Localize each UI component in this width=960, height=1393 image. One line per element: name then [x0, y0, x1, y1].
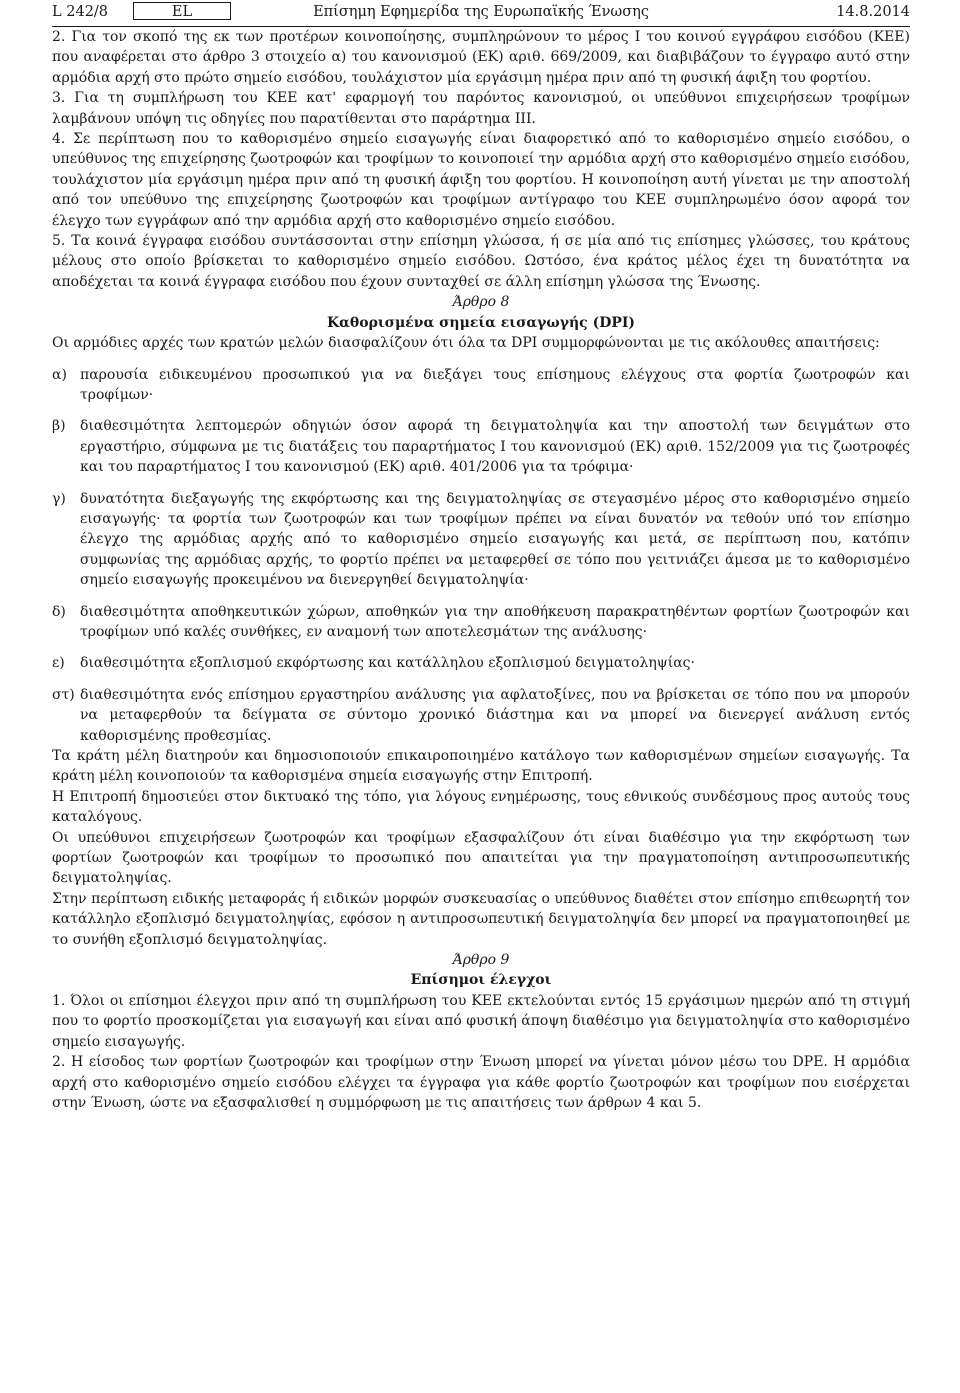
art9-paragraph-1: 1. Όλοι οι επίσημοι έλεγχοι πριν από τη συμπλήρωση του ΚΕΕ εκτελούνται εντός 15 εργάσιμων ημερών από τη στιγμή που το φορτίο προσκομίζεται για εισαγωγή και είναι από φυσική άποψη διαθέσιμο για δειγματοληψία στο καθορισμένο σημείο εισαγωγής.: [52, 992, 910, 1050]
article-8-title: Άρθρο 8: [452, 294, 510, 311]
journal-title: Επίσημη Εφημερίδα της Ευρωπαϊκής Ένωσης: [313, 4, 649, 20]
list-item-text: παρουσία ειδικευμένου προσωπικού για να διεξάγει τους επίσημους ελέγχους στα φορτία ζωοτροφών και τροφίμων·: [80, 366, 910, 403]
list-item: [52, 602, 910, 643]
art7-paragraph-3: 3. Για τη συμπλήρωση του ΚΕΕ κατ' εφαρμογή του παρόντος κανονισμού, οι υπεύθυνοι επιχειρήσεων τροφίμων λαμβάνουν υπόψη τις οδηγίες που παρατίθενται στο παράρτημα III.: [52, 90, 910, 127]
art9-paragraph-2: 2. Η είσοδος των φορτίων ζωοτροφών και τροφίμων στην Ένωση μπορεί να γίνεται μόνον μέσω του DPE. Η αρμόδια αρχή στο καθορισμένο σημείο εισόδου ελέγχει τα έγγραφα για κάθε φορτίο ζωοτροφών και τροφίμων που εισέρχεται στην Ένωση, ώστε να εξασφαλισθεί η συμμόρφωση με τις απαιτήσεις των άρθρων 4 και 5.: [52, 1054, 910, 1111]
list-item-label: γ): [52, 490, 66, 507]
list-item-text: διαθεσιμότητα εξοπλισμού εκφόρτωσης και κατάλληλου εξοπλισμού δειγματοληψίας·: [80, 655, 695, 672]
list-item-label: δ): [52, 603, 66, 620]
article-8-paragraph-1: Τα κράτη μέλη διατηρούν και δημοσιοποιούν επικαιροποιημένο κατάλογο των καθορισμένων σημείων εισαγωγής. Τα κράτη μέλη κοινοποιούν τα καθορισμένα σημεία εισαγωγής στην Επιτροπή.: [52, 748, 910, 785]
list-item: [52, 365, 910, 406]
art7-paragraph-5: 5. Τα κοινά έγγραφα εισόδου συντάσσονται στην επίσημη γλώσσα, ή σε μία από τις επίσημες γλώσσες, του κράτους μέλους στο οποίο βρίσκεται το καθορισμένο σημείο εισόδου. Ωστόσο, ένα κράτος μέλος έχει τη δυνατότητα να αποδέχεται τα κοινά έγγραφα εισόδου που έχουν συνταχθεί σε άλλη επίσημη γλώσσα της Ένωσης.: [52, 233, 910, 290]
page-reference: L 242/8: [52, 4, 109, 20]
article-8-paragraph-3: Οι υπεύθυνοι επιχειρήσεων ζωοτροφών και τροφίμων εξασφαλίζουν ότι είναι διαθέσιμο για την εκφόρτωση των φορτίων ζωοτροφών και τροφίμων το προσωπικό που απαιτείται για την πραγματοποίηση αντιπροσωπευτικής δειγματοληψίας.: [52, 829, 910, 887]
art7-paragraph-2: 2. Για τον σκοπό της εκ των προτέρων κοινοποίησης, συμπληρώνουν το μέρος I του κοινού εγγράφου εισόδου (ΚΕΕ) που αναφέρεται στο άρθρο 3 στοιχείο α) του κανονισμού (ΕΚ) αριθ. 669/2009, και διαβιβάζουν το έγγραφο αυτό στην αρμόδια αρχή στο πρώτο σημείο εισόδου, τουλάχιστον μία εργάσιμη ημέρα πριν από τη φυσική άφιξη του φορτίου.: [52, 29, 910, 86]
article-8-intro: Οι αρμόδιες αρχές των κρατών μελών διασφαλίζουν ότι όλα τα DPI συμμορφώνονται με τις ακόλουθες απαιτήσεις:: [52, 335, 880, 352]
list-item-label: β): [52, 418, 66, 435]
article-8-heading: Καθορισμένα σημεία εισαγωγής (DPI): [326, 314, 636, 331]
list-item-text: διαθεσιμότητα αποθηκευτικών χώρων, αποθηκών για την αποθήκευση παρακρατηθέντων φορτίων ζωοτροφών και τροφίμων υπό καλές συνθήκες, εν αναμονή των αποτελεσμάτων της ανάλυσης·: [80, 603, 910, 640]
list-item: [52, 489, 910, 591]
list-item: [52, 416, 910, 477]
list-item-label: ε): [52, 655, 65, 672]
list-item-text: δυνατότητα διεξαγωγής της εκφόρτωσης και της δειγματοληψίας σε στεγασμένο μέρος στο καθορισμένο σημείο εισαγωγής· τα φορτία των ζωοτροφών και των τροφίμων πρέπει να είναι δυνατόν να τεθούν υπό τον επίσημο έλεγχο της αρμόδιας αρχής από το καθορισμένο σημείο εισαγωγής και μετά, σε περίπτωση που, κατόπιν συμφωνίας της αρμόδιας αρχής, το φορτίο πρέπει να μεταφερθεί σε τόπο που γειτνιάζει άμεσα με το καθορισμένο σημείο εισαγωγής προκειμένου να διενεργηθεί δειγματοληψία·: [80, 490, 910, 589]
list-item: [52, 685, 910, 746]
language-code-box: EL: [133, 2, 231, 20]
page-header: [52, 0, 910, 24]
document-body: [52, 27, 910, 1113]
list-item-label: στ): [52, 686, 75, 703]
art7-paragraph-4: 4. Σε περίπτωση που το καθορισμένο σημείο εισαγωγής είναι διαφορετικό από το καθορισμένο σημείο εισόδου, ο υπεύθυνος της επιχείρησης ζωοτροφών και τροφίμων το κοινοποιεί την αρμόδια αρχή στο καθορισμένο σημείο εισόδου, τουλάχιστον μία εργάσιμη ημέρα πριν από τη φυσική άφιξη του φορτίου. Η κοινοποίηση αυτή γίνεται με την αποστολή από τον υπεύθυνο της επιχείρησης ζωοτροφών και τροφίμων αντίγραφο του ΚΕΕ συμπληρωμένο όσον αφορά τον έλεγχο των εγγράφων από την αρμόδια αρχή στο καθορισμένο σημείο εισόδου.: [52, 131, 910, 229]
list-item-label: α): [52, 366, 67, 383]
list-item-text: διαθεσιμότητα λεπτομερών οδηγιών όσον αφορά τη δειγματοληψία και την αποστολή των δειγμάτων στο εργαστήριο, σύμφωνα με τις διατάξεις του παραρτήματος I του κανονισμού (ΕΚ) αριθ. 152/2009 για τις ζωοτροφές και του παραρτήματος I του κανονισμού (ΕΚ) αριθ. 401/2006 για τα τρόφιμα·: [80, 418, 910, 476]
list-item: [52, 653, 910, 673]
article-9-title: Άρθρο 9: [452, 952, 510, 969]
article-8-paragraph-2: Η Επιτροπή δημοσιεύει στον δικτυακό της τόπο, για λόγους ενημέρωσης, τους εθνικούς συνδέσμους προς αυτούς τους καταλόγους.: [52, 788, 910, 826]
list-item-text: διαθεσιμότητα ενός επίσημου εργαστηρίου ανάλυσης για αφλατοξίνες, που να βρίσκεται σε τόπο που να μπορούν να μεταφερθούν τα δείγματα σε σύντομο χρονικό διάστημα και να μπορεί να διενεργεί ανάλυση εντός καθορισμένης προθεσμίας.: [80, 686, 910, 744]
article-8-paragraph-4: Στην περίπτωση ειδικής μεταφοράς ή ειδικών μορφών συσκευασίας ο υπεύθυνος διαθέτει στον επίσημο επιθεωρητή τον κατάλληλο εξοπλισμό δειγματοληψίας, εφόσον η αντιπροσωπευτική δειγματοληψία δεν μπορεί να πραγματοποιηθεί με το συνήθη εξοπλισμό δειγματοληψίας.: [52, 890, 910, 948]
publication-date: 14.8.2014: [836, 4, 910, 20]
article-9-heading: Επίσημοι έλεγχοι: [410, 972, 552, 989]
